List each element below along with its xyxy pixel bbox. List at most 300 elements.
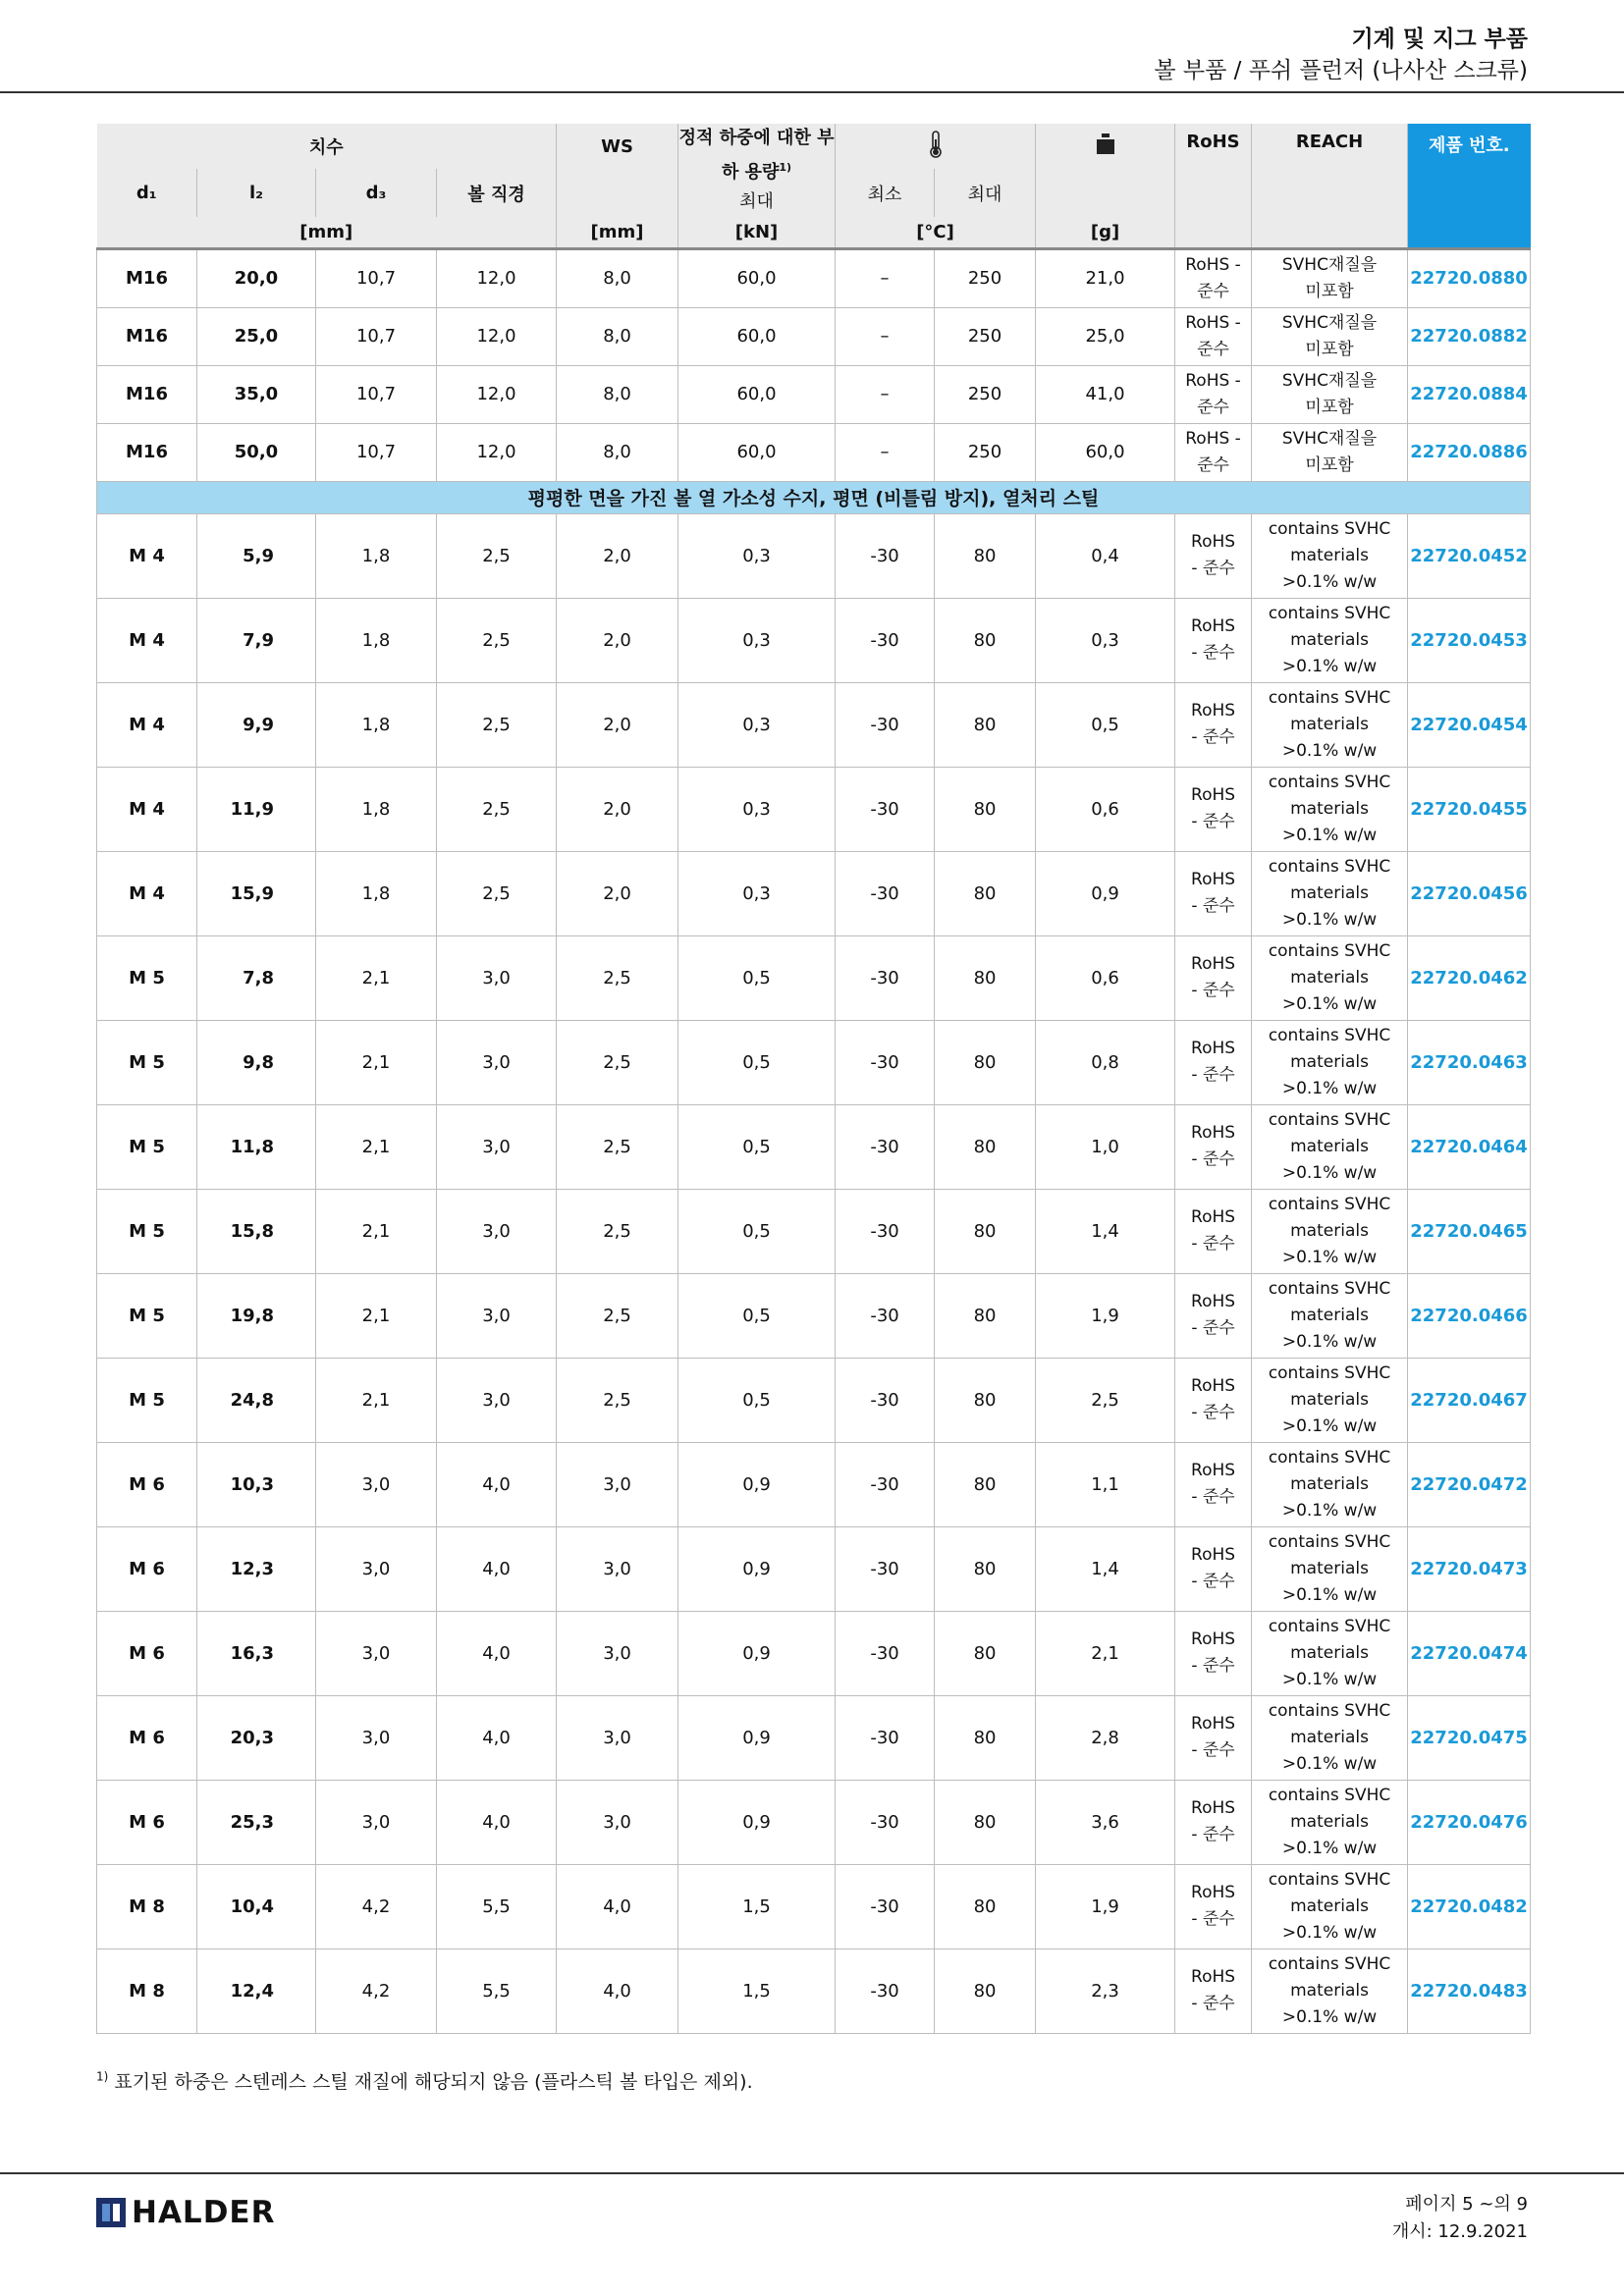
cell-reach bbox=[1252, 935, 1408, 1020]
rohs-line-1: RoHS bbox=[1191, 1714, 1236, 1734]
cell-ball: 5,5 bbox=[437, 1949, 557, 2033]
table-row bbox=[97, 1104, 1531, 1189]
header-temp-unit: [°C] bbox=[836, 217, 1036, 248]
cell-d1: M 6 bbox=[97, 1442, 197, 1526]
cell-temp-min: -30 bbox=[836, 935, 935, 1020]
cell-d1: M 4 bbox=[97, 513, 197, 598]
cell-weight: 2,5 bbox=[1036, 1358, 1175, 1442]
cell-l2: 35,0 bbox=[197, 365, 316, 423]
reach-line-3: >0.1% w/w bbox=[1281, 1922, 1378, 1943]
cell-reach bbox=[1252, 1104, 1408, 1189]
reach-line-2: materials bbox=[1290, 1389, 1369, 1410]
cell-temp-min: -30 bbox=[836, 1358, 935, 1442]
cell-temp-max: 80 bbox=[935, 1611, 1036, 1695]
cell-ws: 2,0 bbox=[557, 513, 678, 598]
cell-d3: 4,2 bbox=[316, 1864, 437, 1949]
table-body-a bbox=[97, 248, 1531, 481]
rohs-line-2: - 준수 bbox=[1191, 1656, 1235, 1676]
cell-d1: M 4 bbox=[97, 851, 197, 935]
cell-weight: 0,3 bbox=[1036, 598, 1175, 682]
cell-ball: 3,0 bbox=[437, 1020, 557, 1104]
cell-load: 0,5 bbox=[678, 1020, 836, 1104]
header-ws-blank bbox=[557, 169, 678, 217]
cell-l2: 10,4 bbox=[197, 1864, 316, 1949]
cell-reach bbox=[1252, 1273, 1408, 1358]
cell-ball: 2,5 bbox=[437, 598, 557, 682]
rohs-line-1: RoHS bbox=[1191, 1123, 1236, 1143]
cell-d3: 4,2 bbox=[316, 1949, 437, 2033]
reach-line-1: contains SVHC bbox=[1268, 518, 1391, 539]
reach-line-3: >0.1% w/w bbox=[1281, 1584, 1378, 1605]
cell-product-number: 22720.0482 bbox=[1408, 1864, 1531, 1949]
cell-weight: 60,0 bbox=[1036, 423, 1175, 481]
table-row bbox=[97, 307, 1531, 365]
table-row bbox=[97, 1864, 1531, 1949]
table-row bbox=[97, 1442, 1531, 1526]
cell-weight: 2,8 bbox=[1036, 1695, 1175, 1780]
cell-ws: 8,0 bbox=[557, 423, 678, 481]
cell-ball: 4,0 bbox=[437, 1611, 557, 1695]
cell-product-number: 22720.0476 bbox=[1408, 1780, 1531, 1864]
cell-reach bbox=[1252, 513, 1408, 598]
cell-load: 0,5 bbox=[678, 1358, 836, 1442]
cell-d3: 2,1 bbox=[316, 1020, 437, 1104]
cell-ball: 12,0 bbox=[437, 307, 557, 365]
cell-load: 60,0 bbox=[678, 248, 836, 307]
header-ws-unit: [mm] bbox=[557, 217, 678, 248]
rohs-line-1: RoHS bbox=[1191, 1039, 1236, 1058]
reach-line-2: materials bbox=[1290, 1980, 1369, 2001]
rohs-line-1: RoHS bbox=[1191, 1798, 1236, 1818]
reach-line-3: >0.1% w/w bbox=[1281, 825, 1378, 845]
reach-line-3: >0.1% w/w bbox=[1281, 993, 1378, 1014]
logo-text: HALDER bbox=[132, 2195, 276, 2230]
cell-product-number: 22720.0465 bbox=[1408, 1189, 1531, 1273]
cell-d3: 2,1 bbox=[316, 1358, 437, 1442]
cell-rohs bbox=[1175, 1780, 1252, 1864]
table-row bbox=[97, 1189, 1531, 1273]
cell-reach bbox=[1252, 1949, 1408, 2033]
reach-line-3: >0.1% w/w bbox=[1281, 1669, 1378, 1689]
rohs-line-1: RoHS bbox=[1191, 701, 1236, 721]
cell-rohs: RoHS - 준수 bbox=[1175, 248, 1252, 307]
table-row bbox=[97, 423, 1531, 481]
reach-line-2: materials bbox=[1290, 1896, 1369, 1916]
rohs-line-2: - 준수 bbox=[1191, 643, 1235, 663]
reach-line-2: materials bbox=[1290, 882, 1369, 903]
header-weight bbox=[1036, 124, 1175, 169]
cell-temp-min: -30 bbox=[836, 513, 935, 598]
rohs-line-2: - 준수 bbox=[1191, 1994, 1235, 2013]
cell-ws: 2,5 bbox=[557, 935, 678, 1020]
cell-product-number: 22720.0472 bbox=[1408, 1442, 1531, 1526]
header-load-label: 정적 하중에 대한 부하 용량 bbox=[678, 128, 835, 183]
header-load-sup: 1) bbox=[779, 161, 792, 174]
cell-ball: 2,5 bbox=[437, 767, 557, 851]
cell-rohs bbox=[1175, 767, 1252, 851]
footnote bbox=[96, 2067, 753, 2094]
rohs-line-1: RoHS bbox=[1191, 616, 1236, 636]
reach-line-2: materials bbox=[1290, 1220, 1369, 1241]
rohs-line-2: - 준수 bbox=[1191, 1318, 1235, 1338]
cell-rohs bbox=[1175, 1864, 1252, 1949]
cell-rohs bbox=[1175, 1273, 1252, 1358]
cell-temp-max: 80 bbox=[935, 1780, 1036, 1864]
cell-ws: 2,0 bbox=[557, 851, 678, 935]
rohs-line-2: - 준수 bbox=[1191, 1572, 1235, 1591]
header-rohs: RoHS bbox=[1175, 124, 1252, 248]
cell-ws: 3,0 bbox=[557, 1442, 678, 1526]
rohs-line-2: - 준수 bbox=[1191, 1740, 1235, 1760]
cell-product-number: 22720.0454 bbox=[1408, 682, 1531, 767]
cell-ws: 3,0 bbox=[557, 1695, 678, 1780]
cell-temp-max: 80 bbox=[935, 851, 1036, 935]
cell-reach bbox=[1252, 1189, 1408, 1273]
rohs-line-1: RoHS bbox=[1191, 785, 1236, 805]
reach-line-1: contains SVHC bbox=[1268, 1531, 1391, 1552]
cell-d1: M16 bbox=[97, 423, 197, 481]
cell-temp-min: -30 bbox=[836, 1104, 935, 1189]
reach-line-2: materials bbox=[1290, 798, 1369, 819]
cell-product-number: 22720.0453 bbox=[1408, 598, 1531, 682]
cell-load: 60,0 bbox=[678, 423, 836, 481]
cell-ball: 4,0 bbox=[437, 1695, 557, 1780]
reach-line-1: contains SVHC bbox=[1268, 603, 1391, 623]
rohs-line-1: RoHS bbox=[1191, 1207, 1236, 1227]
page-title: 기계 및 지그 부품 bbox=[1351, 27, 1528, 52]
header-load-max: 최대 bbox=[739, 191, 774, 212]
cell-temp-min: -30 bbox=[836, 1189, 935, 1273]
rohs-line-1: RoHS bbox=[1191, 1461, 1236, 1480]
cell-temp-max: 80 bbox=[935, 1104, 1036, 1189]
cell-d1: M 6 bbox=[97, 1526, 197, 1611]
cell-load: 0,9 bbox=[678, 1442, 836, 1526]
reach-line-3: >0.1% w/w bbox=[1281, 656, 1378, 676]
header-dims: 치수 bbox=[308, 137, 344, 159]
rohs-line-1: RoHS bbox=[1191, 1967, 1236, 1987]
cell-load: 0,3 bbox=[678, 851, 836, 935]
cell-d3: 2,1 bbox=[316, 1273, 437, 1358]
cell-d3: 1,8 bbox=[316, 513, 437, 598]
cell-d1: M 6 bbox=[97, 1611, 197, 1695]
cell-ws: 8,0 bbox=[557, 365, 678, 423]
cell-reach bbox=[1252, 1442, 1408, 1526]
cell-reach bbox=[1252, 1358, 1408, 1442]
reach-line-3: >0.1% w/w bbox=[1281, 1331, 1378, 1352]
page-info bbox=[1392, 2191, 1528, 2246]
cell-d3: 3,0 bbox=[316, 1442, 437, 1526]
cell-temp-min: -30 bbox=[836, 1611, 935, 1695]
rohs-line-1: RoHS bbox=[1191, 1376, 1236, 1396]
cell-temp-min: -30 bbox=[836, 767, 935, 851]
table-section bbox=[97, 481, 1531, 513]
cell-product-number: 22720.0884 bbox=[1408, 365, 1531, 423]
cell-ws: 4,0 bbox=[557, 1949, 678, 2033]
reach-line-1: contains SVHC bbox=[1268, 1953, 1391, 1974]
cell-temp-max: 80 bbox=[935, 1695, 1036, 1780]
footnote-text: 표기된 하중은 스텐레스 스틸 재질에 해당되지 않음 (플라스틱 볼 타입은 제외). bbox=[108, 2071, 753, 2093]
table-row bbox=[97, 598, 1531, 682]
table-row bbox=[97, 1611, 1531, 1695]
cell-l2: 10,3 bbox=[197, 1442, 316, 1526]
reach-line-1: contains SVHC bbox=[1268, 940, 1391, 961]
cell-d3: 1,8 bbox=[316, 767, 437, 851]
cell-ws: 2,5 bbox=[557, 1104, 678, 1189]
cell-product-number: 22720.0452 bbox=[1408, 513, 1531, 598]
cell-temp-max: 80 bbox=[935, 935, 1036, 1020]
reach-line-2: materials bbox=[1290, 714, 1369, 734]
reach-line-3: >0.1% w/w bbox=[1281, 1753, 1378, 1774]
reach-line-1: contains SVHC bbox=[1268, 856, 1391, 877]
halder-logo bbox=[96, 2195, 275, 2230]
cell-ball: 4,0 bbox=[437, 1780, 557, 1864]
cell-product-number: 22720.0474 bbox=[1408, 1611, 1531, 1695]
cell-temp-min: -30 bbox=[836, 1864, 935, 1949]
header-dims-unit: [mm] bbox=[299, 221, 353, 242]
cell-product-number: 22720.0463 bbox=[1408, 1020, 1531, 1104]
reach-line-3: >0.1% w/w bbox=[1281, 1500, 1378, 1521]
table-row bbox=[97, 1695, 1531, 1780]
cell-l2: 25,3 bbox=[197, 1780, 316, 1864]
header-weight-unit: [g] bbox=[1036, 217, 1175, 248]
cell-d3: 3,0 bbox=[316, 1526, 437, 1611]
cell-rohs bbox=[1175, 1949, 1252, 2033]
cell-load: 60,0 bbox=[678, 307, 836, 365]
logo-mark-icon bbox=[96, 2198, 126, 2227]
reach-line-3: >0.1% w/w bbox=[1281, 1247, 1378, 1267]
cell-d3: 1,8 bbox=[316, 682, 437, 767]
reach-line-2: materials bbox=[1290, 545, 1369, 565]
cell-l2: 9,8 bbox=[197, 1020, 316, 1104]
cell-weight: 1,1 bbox=[1036, 1442, 1175, 1526]
cell-reach: SVHC재질을 미포함 bbox=[1252, 423, 1408, 481]
cell-temp-max: 80 bbox=[935, 1864, 1036, 1949]
reach-line-3: >0.1% w/w bbox=[1281, 571, 1378, 592]
header-temp bbox=[836, 124, 1036, 169]
cell-weight: 3,6 bbox=[1036, 1780, 1175, 1864]
section-label: 평평한 면을 가진 볼 열 가소성 수지, 평면 (비틀림 방지), 열처리 스틸 bbox=[97, 481, 1531, 513]
cell-l2: 12,3 bbox=[197, 1526, 316, 1611]
cell-load: 0,5 bbox=[678, 1273, 836, 1358]
rohs-line-2: - 준수 bbox=[1191, 1149, 1235, 1169]
cell-l2: 7,9 bbox=[197, 598, 316, 682]
reach-line-3: >0.1% w/w bbox=[1281, 1415, 1378, 1436]
cell-rohs bbox=[1175, 851, 1252, 935]
cell-ws: 2,0 bbox=[557, 767, 678, 851]
cell-l2: 50,0 bbox=[197, 423, 316, 481]
cell-temp-min: -30 bbox=[836, 1020, 935, 1104]
cell-weight: 0,4 bbox=[1036, 513, 1175, 598]
cell-ball: 3,0 bbox=[437, 1273, 557, 1358]
cell-rohs bbox=[1175, 1104, 1252, 1189]
reach-line-3: >0.1% w/w bbox=[1281, 909, 1378, 930]
cell-weight: 2,3 bbox=[1036, 1949, 1175, 2033]
cell-ws: 2,0 bbox=[557, 598, 678, 682]
cell-d1: M 4 bbox=[97, 767, 197, 851]
cell-ball: 2,5 bbox=[437, 513, 557, 598]
cell-ball: 3,0 bbox=[437, 935, 557, 1020]
reach-line-1: contains SVHC bbox=[1268, 1447, 1391, 1468]
table-row bbox=[97, 1273, 1531, 1358]
reach-line-3: >0.1% w/w bbox=[1281, 1162, 1378, 1183]
cell-weight: 25,0 bbox=[1036, 307, 1175, 365]
reach-line-1: contains SVHC bbox=[1268, 1025, 1391, 1045]
rohs-line-1: RoHS bbox=[1191, 1292, 1236, 1311]
cell-weight: 1,9 bbox=[1036, 1864, 1175, 1949]
cell-rohs: RoHS - 준수 bbox=[1175, 365, 1252, 423]
cell-l2: 20,3 bbox=[197, 1695, 316, 1780]
cell-reach bbox=[1252, 1780, 1408, 1864]
cell-temp-max: 80 bbox=[935, 513, 1036, 598]
cell-ws: 2,5 bbox=[557, 1358, 678, 1442]
cell-ws: 8,0 bbox=[557, 248, 678, 307]
cell-ball: 12,0 bbox=[437, 423, 557, 481]
reach-line-1: contains SVHC bbox=[1268, 1194, 1391, 1214]
cell-reach bbox=[1252, 1020, 1408, 1104]
cell-load: 0,9 bbox=[678, 1526, 836, 1611]
cell-temp-max: 80 bbox=[935, 682, 1036, 767]
cell-ball: 3,0 bbox=[437, 1189, 557, 1273]
cell-reach bbox=[1252, 1526, 1408, 1611]
reach-line-1: contains SVHC bbox=[1268, 1278, 1391, 1299]
reach-line-2: materials bbox=[1290, 1558, 1369, 1578]
table-row bbox=[97, 513, 1531, 598]
rohs-line-1: RoHS bbox=[1191, 954, 1236, 974]
cell-product-number: 22720.0880 bbox=[1408, 248, 1531, 307]
cell-temp-max: 80 bbox=[935, 1442, 1036, 1526]
rohs-line-1: RoHS bbox=[1191, 1629, 1236, 1649]
cell-weight: 2,1 bbox=[1036, 1611, 1175, 1695]
cell-ball: 4,0 bbox=[437, 1526, 557, 1611]
reach-line-3: >0.1% w/w bbox=[1281, 1078, 1378, 1098]
cell-rohs bbox=[1175, 1020, 1252, 1104]
header-divider bbox=[0, 91, 1624, 93]
cell-product-number: 22720.0467 bbox=[1408, 1358, 1531, 1442]
table-row bbox=[97, 1358, 1531, 1442]
cell-temp-max: 80 bbox=[935, 598, 1036, 682]
rohs-line-2: - 준수 bbox=[1191, 1065, 1235, 1085]
table-row bbox=[97, 1526, 1531, 1611]
reach-line-2: materials bbox=[1290, 629, 1369, 650]
cell-temp-min: -30 bbox=[836, 1273, 935, 1358]
table-row bbox=[97, 1020, 1531, 1104]
reach-line-3: >0.1% w/w bbox=[1281, 2006, 1378, 2027]
reach-line-1: contains SVHC bbox=[1268, 1785, 1391, 1805]
cell-temp-min: – bbox=[836, 307, 935, 365]
table-row bbox=[97, 682, 1531, 767]
cell-temp-max: 80 bbox=[935, 1273, 1036, 1358]
table-row bbox=[97, 248, 1531, 307]
cell-d3: 2,1 bbox=[316, 1189, 437, 1273]
table-body-b bbox=[97, 513, 1531, 2033]
cell-d1: M 4 bbox=[97, 682, 197, 767]
spec-table bbox=[96, 124, 1531, 2034]
cell-weight: 21,0 bbox=[1036, 248, 1175, 307]
cell-product-number: 22720.0475 bbox=[1408, 1695, 1531, 1780]
header-temp-min: 최소 bbox=[836, 169, 935, 217]
cell-temp-max: 80 bbox=[935, 1189, 1036, 1273]
reach-line-2: materials bbox=[1290, 1051, 1369, 1072]
header-temp-max: 최대 bbox=[935, 169, 1036, 217]
reach-line-2: materials bbox=[1290, 1136, 1369, 1156]
cell-load: 0,5 bbox=[678, 1104, 836, 1189]
table-row bbox=[97, 1780, 1531, 1864]
cell-d1: M 5 bbox=[97, 1273, 197, 1358]
cell-d3: 3,0 bbox=[316, 1695, 437, 1780]
footnote-mark: 1) bbox=[96, 2069, 109, 2084]
cell-l2: 11,8 bbox=[197, 1104, 316, 1189]
cell-product-number: 22720.0882 bbox=[1408, 307, 1531, 365]
table-header bbox=[97, 124, 1531, 248]
cell-ball: 4,0 bbox=[437, 1442, 557, 1526]
cell-d1: M 6 bbox=[97, 1780, 197, 1864]
cell-d3: 1,8 bbox=[316, 598, 437, 682]
cell-temp-min: -30 bbox=[836, 1526, 935, 1611]
page-number: 페이지 5 ~의 9 bbox=[1405, 2194, 1528, 2215]
cell-ball: 5,5 bbox=[437, 1864, 557, 1949]
cell-temp-min: – bbox=[836, 248, 935, 307]
cell-reach bbox=[1252, 1695, 1408, 1780]
cell-load: 0,3 bbox=[678, 513, 836, 598]
cell-product-number: 22720.0464 bbox=[1408, 1104, 1531, 1189]
cell-ws: 2,5 bbox=[557, 1189, 678, 1273]
cell-ws: 8,0 bbox=[557, 307, 678, 365]
cell-load: 0,3 bbox=[678, 682, 836, 767]
rohs-line-2: - 준수 bbox=[1191, 559, 1235, 578]
cell-weight: 0,6 bbox=[1036, 767, 1175, 851]
cell-load: 0,9 bbox=[678, 1780, 836, 1864]
cell-weight: 1,9 bbox=[1036, 1273, 1175, 1358]
cell-reach: SVHC재질을 미포함 bbox=[1252, 307, 1408, 365]
cell-ball: 12,0 bbox=[437, 248, 557, 307]
cell-weight: 41,0 bbox=[1036, 365, 1175, 423]
cell-d1: M 8 bbox=[97, 1864, 197, 1949]
cell-ws: 2,5 bbox=[557, 1273, 678, 1358]
rohs-line-2: - 준수 bbox=[1191, 812, 1235, 831]
cell-l2: 15,9 bbox=[197, 851, 316, 935]
cell-rohs bbox=[1175, 1526, 1252, 1611]
cell-rohs bbox=[1175, 1695, 1252, 1780]
rohs-line-2: - 준수 bbox=[1191, 727, 1235, 747]
cell-d3: 10,7 bbox=[316, 365, 437, 423]
cell-load: 1,5 bbox=[678, 1864, 836, 1949]
cell-reach: SVHC재질을 미포함 bbox=[1252, 248, 1408, 307]
header-ball: 볼 직경 bbox=[437, 169, 557, 217]
cell-temp-min: -30 bbox=[836, 1780, 935, 1864]
cell-l2: 25,0 bbox=[197, 307, 316, 365]
reach-line-1: contains SVHC bbox=[1268, 1109, 1391, 1130]
cell-reach bbox=[1252, 598, 1408, 682]
header-l2: l₂ bbox=[197, 169, 316, 217]
cell-rohs bbox=[1175, 935, 1252, 1020]
reach-line-2: materials bbox=[1290, 1473, 1369, 1494]
cell-l2: 5,9 bbox=[197, 513, 316, 598]
cell-d3: 2,1 bbox=[316, 1104, 437, 1189]
rohs-line-2: - 준수 bbox=[1191, 1825, 1235, 1844]
cell-load: 0,5 bbox=[678, 935, 836, 1020]
cell-weight: 0,6 bbox=[1036, 935, 1175, 1020]
header-reach: REACH bbox=[1252, 124, 1408, 248]
cell-d1: M 5 bbox=[97, 1189, 197, 1273]
cell-load: 0,3 bbox=[678, 767, 836, 851]
cell-product-number: 22720.0483 bbox=[1408, 1949, 1531, 2033]
rohs-line-2: - 준수 bbox=[1191, 1403, 1235, 1422]
table-row bbox=[97, 767, 1531, 851]
cell-temp-max: 250 bbox=[935, 248, 1036, 307]
cell-d1: M16 bbox=[97, 248, 197, 307]
cell-ball: 3,0 bbox=[437, 1104, 557, 1189]
footer-divider bbox=[0, 2172, 1624, 2174]
